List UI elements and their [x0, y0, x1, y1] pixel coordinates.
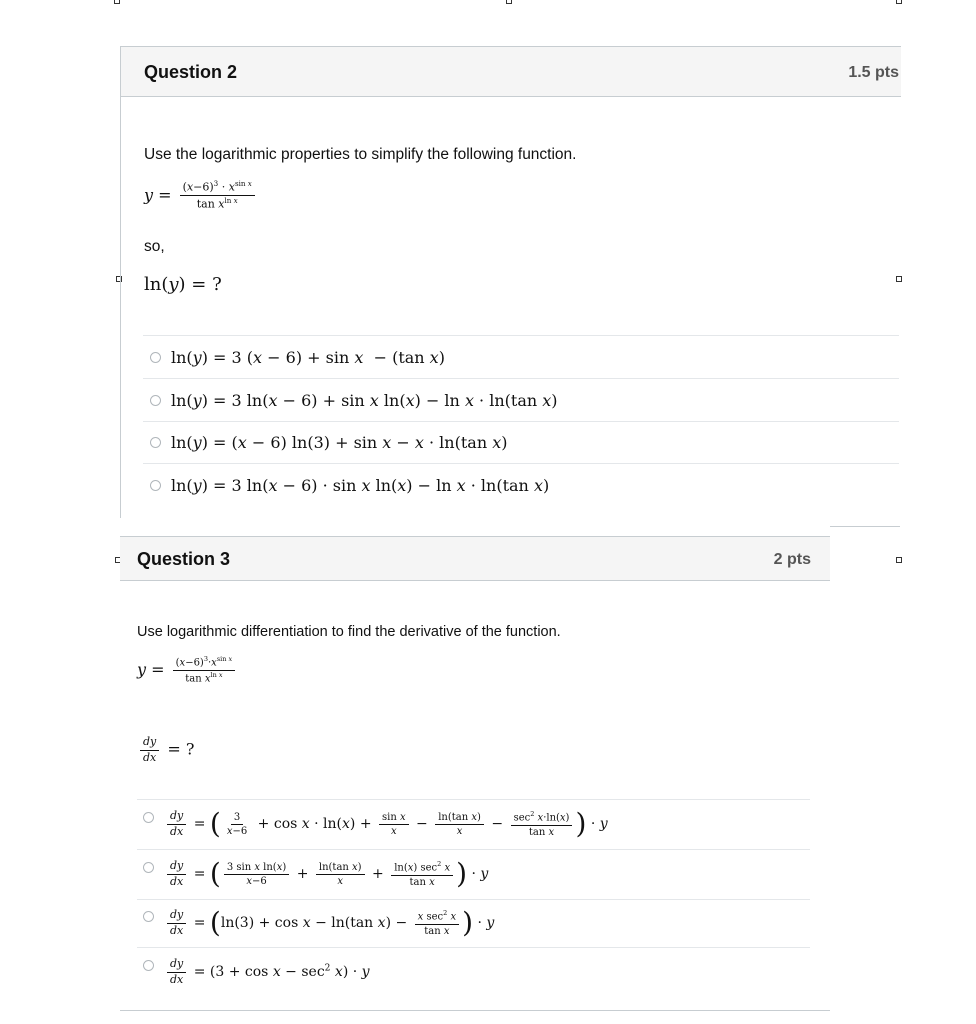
- question-3-header: [120, 536, 830, 581]
- answer-option[interactable]: [143, 421, 899, 463]
- resize-handle-q3-right[interactable]: [896, 557, 902, 563]
- function-lhs: y =: [137, 659, 165, 679]
- answer-text: ln(y) = 3 ln(x − 6) + sin x ln(x) − ln x · ln(tan x): [171, 390, 558, 410]
- divider: [830, 526, 900, 527]
- question-3: [120, 536, 830, 1011]
- answer-text: ln(y) = (x − 6) ln(3) + sin x − x · ln(tan x): [171, 433, 508, 452]
- function-fraction: $\frac{(x-6)^3\cdot x^{sin x}}{\tan x^{ln x}}$: [173, 656, 236, 685]
- question-ask: $\frac{dy}{dx}$ = ?: [137, 736, 194, 764]
- resize-handle-top-left[interactable]: [114, 0, 120, 4]
- answer-text: ln(y) = 3 (x − 6) + sin x − (tan x): [171, 347, 445, 367]
- answer-option[interactable]: [137, 899, 810, 947]
- answer-option[interactable]: [137, 799, 810, 849]
- function-lhs: y =: [144, 185, 172, 205]
- resize-handle-top-right[interactable]: [896, 0, 902, 4]
- answer-option[interactable]: [137, 947, 810, 997]
- question-prompt: Use the logarithmic properties to simplify the following function.: [144, 146, 577, 163]
- radio-button[interactable]: [150, 352, 161, 363]
- radio-button[interactable]: [143, 812, 154, 823]
- question-ask: ln(y) = ?: [144, 274, 222, 295]
- answer-text: $\frac{dy}{dx}$ = (ln(3) + cos x − ln(tan x) − $\frac{x \sec^2 x}{\text{tan x}}$ ) · y: [164, 909, 494, 937]
- question-title: Question 2: [144, 62, 238, 82]
- question-points: 2 pts: [773, 551, 811, 568]
- answer-option[interactable]: [143, 378, 899, 421]
- question-title: Question 3: [137, 549, 231, 569]
- radio-button[interactable]: [143, 911, 154, 922]
- resize-handle-top-center[interactable]: [506, 0, 512, 4]
- answer-option[interactable]: [143, 335, 899, 378]
- answer-option[interactable]: [137, 849, 810, 899]
- question-2: [120, 46, 901, 518]
- so-text: so,: [144, 238, 165, 255]
- radio-button[interactable]: [150, 437, 161, 448]
- radio-button[interactable]: [150, 480, 161, 491]
- question-2-header: [121, 46, 901, 97]
- function-definition: [144, 180, 258, 212]
- radio-button[interactable]: [150, 395, 161, 406]
- answer-option[interactable]: [143, 463, 899, 507]
- answer-text: $\frac{dy}{dx}$ = $(3 + \cos x - \sec^2 x) \cdot y$: [164, 958, 370, 986]
- answer-text: $\frac{dy}{dx}$ = ( $\frac{\text{3 sin x ln(x)}}{x-6}$ + $\frac{\text{ln(tan x)}}{x}$ + $\frac{\ln(x) \sec^2 x}{\text{tan x}}$ ) · y: [164, 860, 488, 888]
- question-prompt: Use logarithmic differentiation to find the derivative of the function.: [137, 624, 561, 640]
- answer-text: $\frac{dy}{dx}$ = ( $\frac{3}{x-6}$ + cos x · ln(x) + $\frac{\text{sin x}}{x}$ − $\frac{\text{ln(tan x)}}{x}$ − $\frac{\sec^2 x\cdot\ln(x)}{\text{tan x}}$ ) · y: [164, 810, 608, 838]
- answer-text: ln(y) = 3 ln(x − 6) · sin x ln(x) − ln x · ln(tan x): [171, 476, 550, 495]
- radio-button[interactable]: [143, 862, 154, 873]
- divider: [120, 1010, 830, 1011]
- question-points: 1.5 pts: [848, 64, 899, 81]
- radio-button[interactable]: [143, 960, 154, 971]
- function-fraction: $\frac{(x-6)^3 \cdot x^{sin x}}{\tan x^{ln x}}$: [180, 180, 255, 212]
- function-definition: [137, 656, 238, 685]
